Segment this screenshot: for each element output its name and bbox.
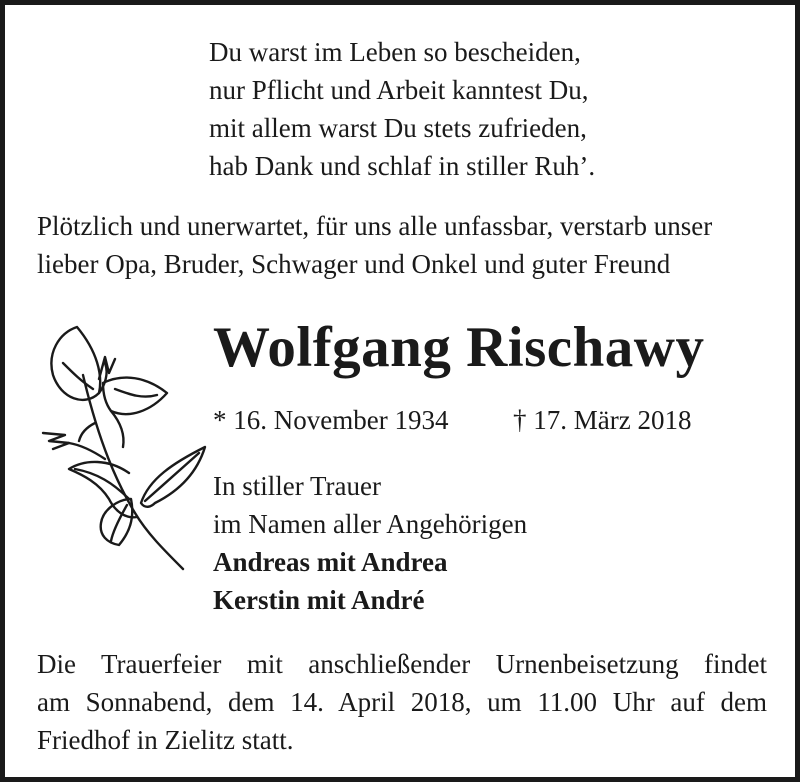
intro-line: Plötzlich und unerwartet, für uns alle unfassbar, verstarb unser — [37, 211, 713, 241]
mourner-name: Andreas mit Andrea — [213, 547, 448, 577]
funeral-line: am Sonnabend, dem 14. April 2018, um 11.00 Uhr auf dem — [37, 687, 767, 717]
funeral-line: Die Trauerfeier mit anschließender Urnenbeisetzung findet — [37, 649, 767, 679]
intro-line: lieber Opa, Bruder, Schwager und Onkel und guter Freund — [37, 249, 671, 279]
mourning-line: im Namen aller Angehörigen — [213, 509, 528, 539]
life-dates — [213, 401, 713, 439]
death-date: † 17. März 2018 — [513, 405, 692, 435]
birth-date: * 16. November 1934 — [213, 405, 449, 435]
calla-lily-drawing — [39, 323, 209, 575]
poem-line: mit allem warst Du stets zufrieden, — [209, 113, 587, 143]
flower-stem — [83, 375, 183, 569]
funeral-line: Friedhof in Zielitz statt. — [37, 725, 294, 755]
mourners-block — [213, 467, 527, 619]
funeral-details — [37, 645, 767, 759]
mourner-name: Kerstin mit André — [213, 585, 425, 615]
mourning-line: In stiller Trauer — [213, 471, 381, 501]
poem-line: nur Pflicht und Arbeit kanntest Du, — [209, 75, 589, 105]
poem-line: Du warst im Leben so bescheiden, — [209, 37, 581, 67]
poem — [209, 33, 595, 185]
intro-text — [37, 207, 767, 283]
deceased-name: Wolfgang Rischawy — [213, 316, 705, 379]
poem-line: hab Dank und schlaf in stiller Ruh’. — [209, 151, 596, 181]
